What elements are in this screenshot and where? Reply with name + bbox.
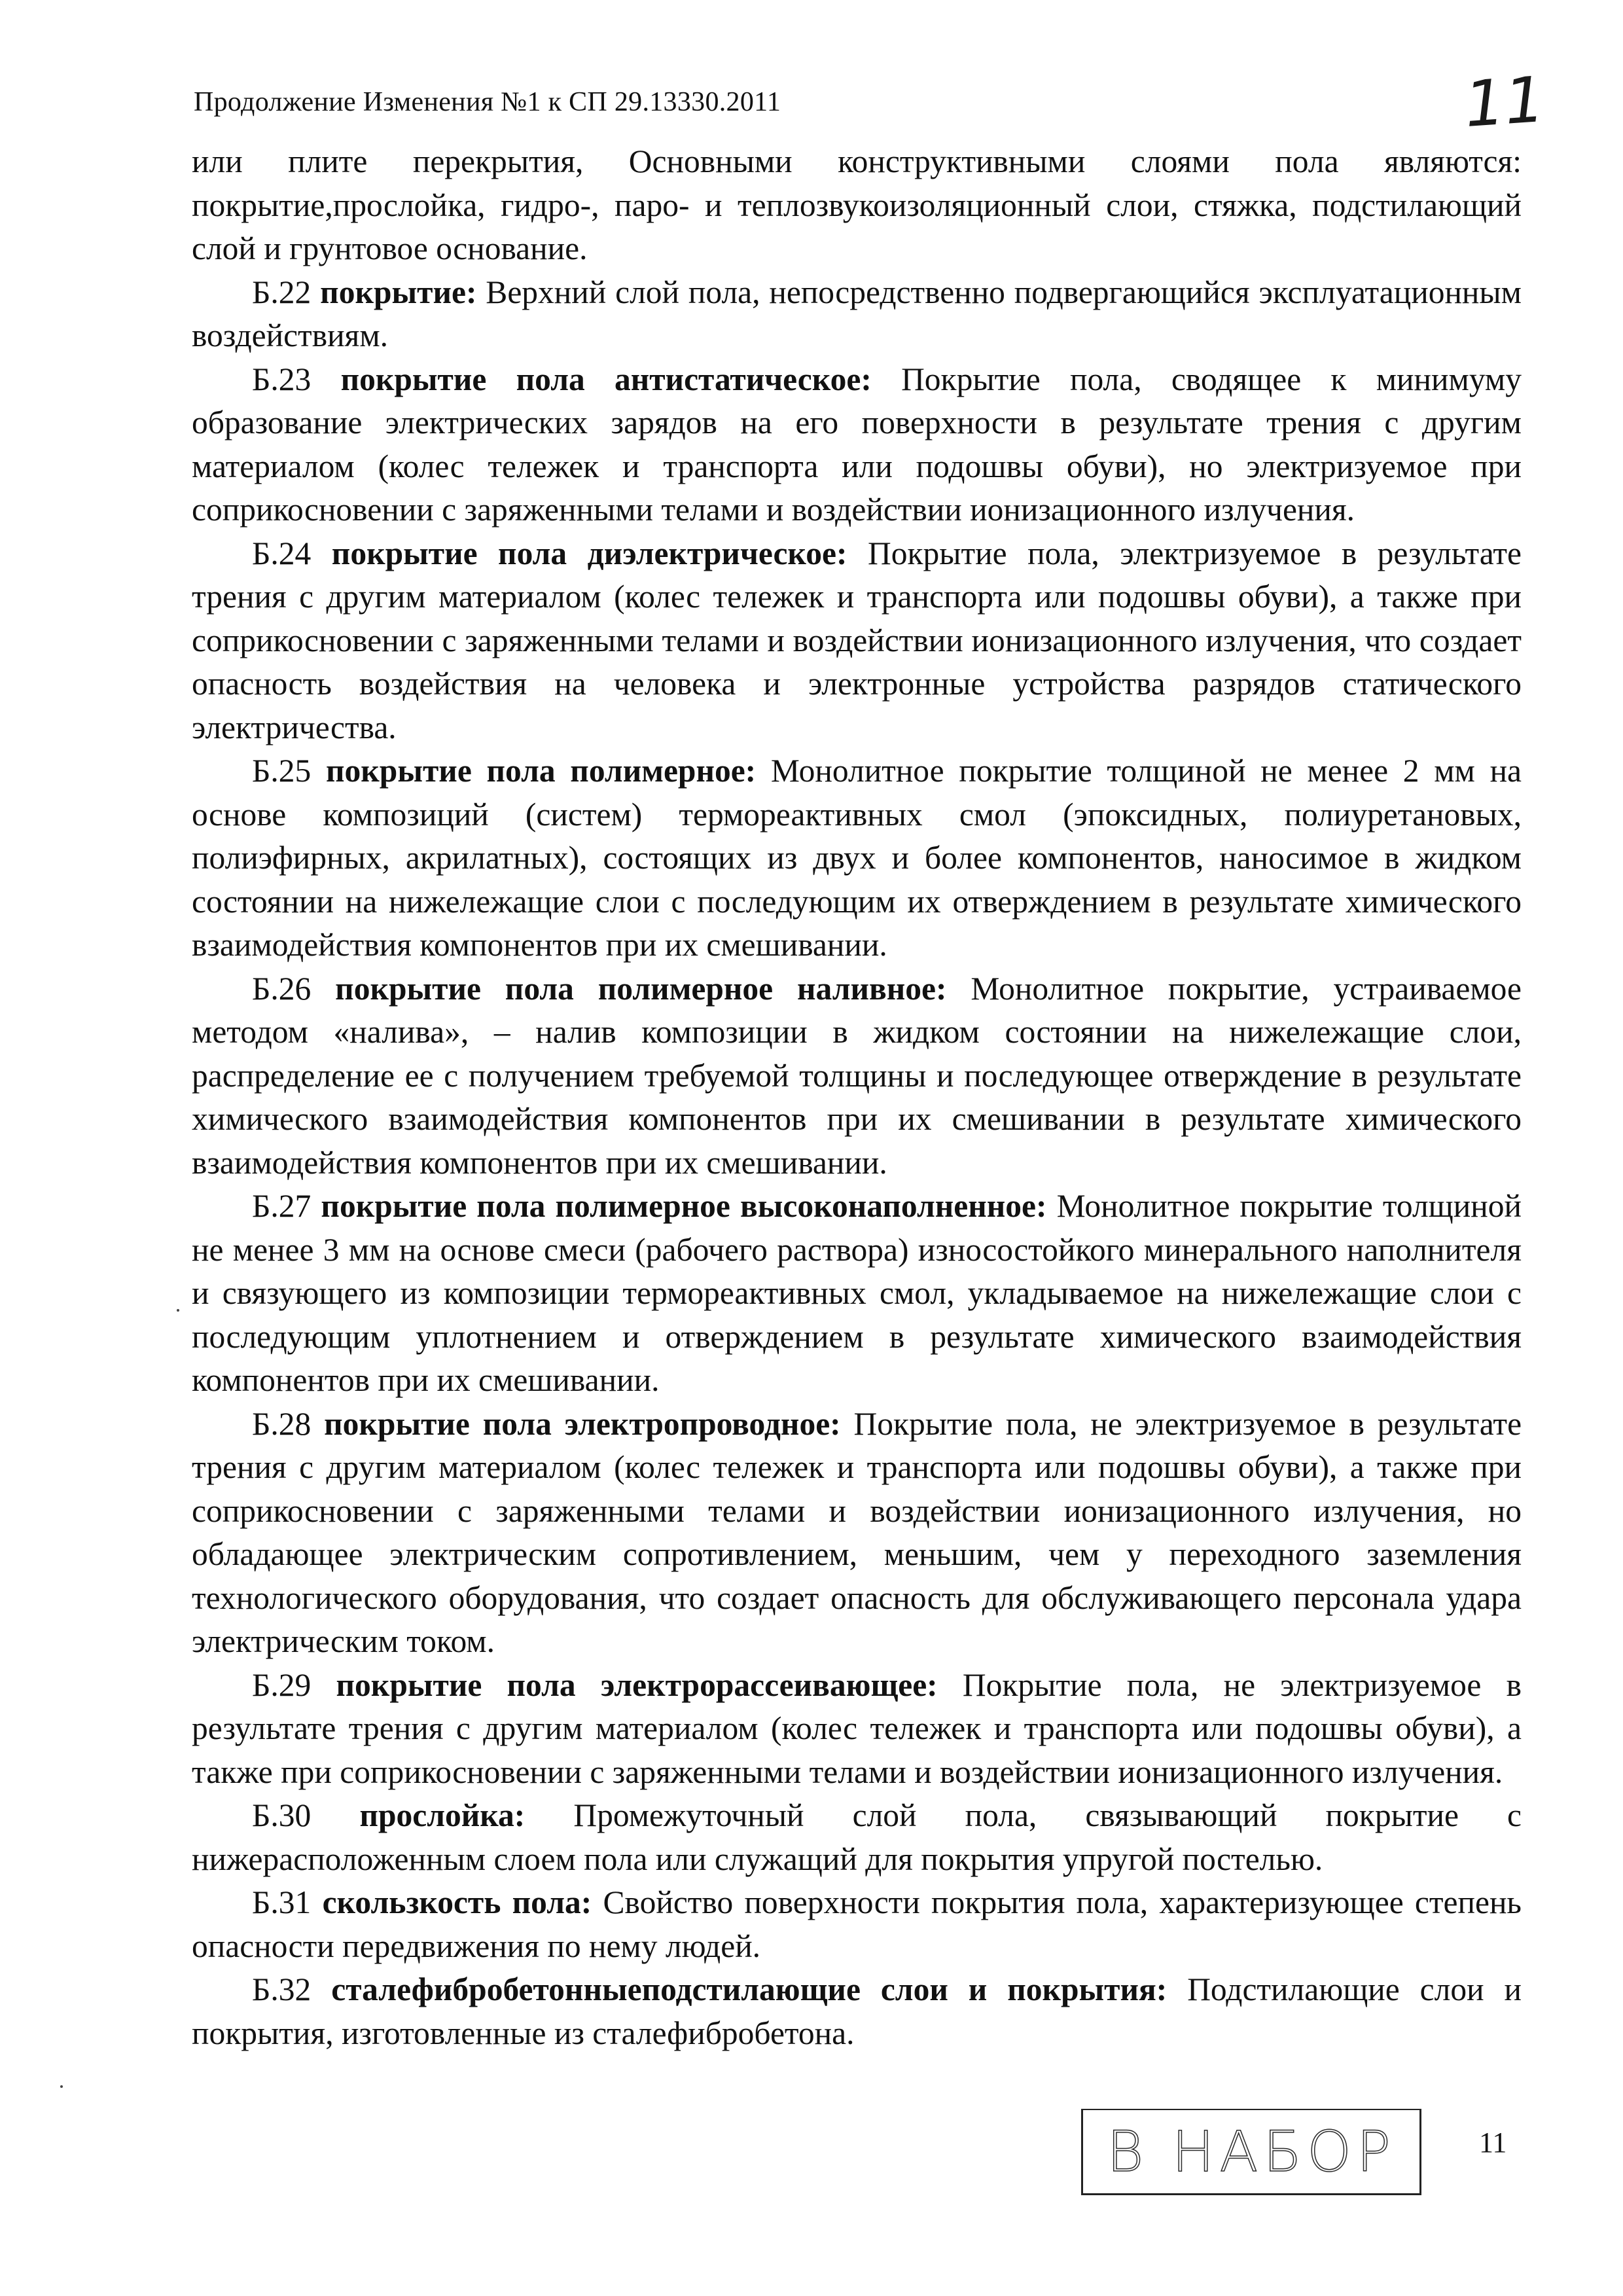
definition-b-25 <box>192 749 1522 967</box>
definition-term: покрытие пола электропроводное: <box>324 1405 841 1442</box>
scan-speck <box>177 1309 179 1312</box>
definition-number: Б.30 <box>252 1797 312 1833</box>
continuation-paragraph: или плите перекрытия, Основными конструктивными слоями пола являются: покрытие,прослойка, гидро-, паро- и теплозвукоизоляционный слои, стяжка, подстилающий слой и грунтовое основание. <box>192 143 1522 266</box>
definition-b-23 <box>192 358 1522 532</box>
definition-text: Покрытие пола, электризуемое в результате трения с другим материалом (колес тележек и транспорта или подошвы обуви), а также при соприкосновении с заряженными телами и воздействии ионизационного излучения, что создает опасность воздействия на человека и электронные устройства разрядов статического электричества. <box>192 535 1522 745</box>
definition-term: скользкость пола: <box>322 1884 592 1920</box>
definition-text: Верхний слой пола, непосредственно подвергающийся эксплуатационным воздействиям. <box>192 274 1522 353</box>
stamp-text: В НАБОР <box>1107 2119 1396 2185</box>
definition-number: Б.23 <box>252 361 312 397</box>
definition-b-26 <box>192 967 1522 1185</box>
definition-number: Б.22 <box>252 274 312 310</box>
definition-text: Свойство поверхности покрытия пола, характеризующее степень опасности передвижения по нему людей. <box>192 1884 1522 1964</box>
definition-number: Б.26 <box>252 970 312 1007</box>
definition-b-28 <box>192 1403 1522 1664</box>
definition-term: покрытие пола полимерное: <box>326 753 757 789</box>
definition-term: покрытие пола электрорассеивающее: <box>336 1666 938 1703</box>
definition-number: Б.25 <box>252 753 312 789</box>
definition-text: Монолитное покрытие толщиной не менее 2 мм на основе композиций (систем) термореактивных смол (эпоксидных, полиуретановых, полиэфирных, акрилатных), состоящих из двух и более компонентов, наносимое в жидком состоянии на нижележащие слои с последующим их отверждением в результате химического взаимодействия компонентов при их смешивании. <box>192 753 1522 963</box>
definition-term: прослойка: <box>359 1797 526 1833</box>
definition-b-30 <box>192 1794 1522 1881</box>
definition-b-22 <box>192 271 1522 358</box>
definitions-list <box>192 271 1522 2056</box>
definition-b-29 <box>192 1664 1522 1795</box>
definition-term: покрытие пола антистатическое: <box>340 361 872 397</box>
definition-term: сталефибробетонныеподстилающие слои и покрытия: <box>331 1971 1168 2007</box>
definition-b-24 <box>192 532 1522 750</box>
scan-speck <box>60 2085 63 2088</box>
definition-number: Б.24 <box>252 535 312 571</box>
definition-b-27 <box>192 1185 1522 1403</box>
definition-b-31 <box>192 1881 1522 1968</box>
page-header: Продолжение Изменения №1 к СП 29.13330.2011 <box>194 87 781 117</box>
definition-term: покрытие пола полимерное высоконаполненное: <box>321 1188 1047 1224</box>
definition-term: покрытие пола полимерное наливное: <box>335 970 947 1007</box>
definition-number: Б.32 <box>252 1971 312 2007</box>
definition-text: Подстилающие слои и покрытия, изготовленные из сталефибробетона. <box>192 1971 1522 2051</box>
definition-number: Б.28 <box>252 1405 312 1442</box>
definition-text: Монолитное покрытие толщиной не менее 3 мм на основе смеси (рабочего раствора) износостойкого минерального наполнителя и связующего из композиции термореактивных смол, укладываемое на нижележащие слои с последующим уплотнением и отверждением в результате химического взаимодействия компонентов при их смешивании. <box>192 1188 1522 1398</box>
definition-term: покрытие: <box>320 274 477 310</box>
page-number: 11 <box>1479 2126 1507 2159</box>
definition-number: Б.29 <box>252 1666 312 1703</box>
definition-text: Покрытие пола, не электризуемое в результате трения с другим материалом (колес тележек и транспорта или подошвы обуви), а также при соприкосновении с заряженными телами и воздействии ионизационного излучения. <box>192 1666 1522 1790</box>
definition-number: Б.31 <box>252 1884 312 1920</box>
document-body <box>192 140 1522 2055</box>
definition-number: Б.27 <box>252 1188 312 1224</box>
definition-text: Покрытие пола, не электризуемое в результате трения с другим материалом (колес тележек и транспорта или подошвы обуви), а также при соприкосновении с заряженными телами и воздействии ионизационного излучения, но обладающее электрическим сопротивлением, меньшим, чем у переходного заземления технологического оборудования, что создает опасность для обслуживающего персонала удара электрическим током. <box>192 1405 1522 1659</box>
definition-text: Монолитное покрытие, устраиваемое методом «налива», – налив композиции в жидком состоянии на нижележащие слои, распределение ее с получением требуемой толщины и последующее отверждение в результате химического взаимодействия компонентов при их смешивании в результате химического взаимодействия компонентов при их смешивании. <box>192 970 1522 1181</box>
definition-text: Покрытие пола, сводящее к минимуму образование электрических зарядов на его поверхности в результате трения с другим материалом (колес тележек и транспорта или подошвы обуви), но электризуемое при соприкосновении с заряженными телами и воздействии ионизационного излучения. <box>192 361 1522 528</box>
definition-b-32 <box>192 1968 1522 2055</box>
handwritten-page-number: 11 <box>1462 62 1547 142</box>
stamp-v-nabor <box>1081 2109 1421 2195</box>
definition-term: покрытие пола диэлектрическое: <box>331 535 847 571</box>
definition-text: Промежуточный слой пола, связывающий покрытие с нижерасположенным слоем пола или служащий для покрытия упругой постелью. <box>192 1797 1522 1877</box>
